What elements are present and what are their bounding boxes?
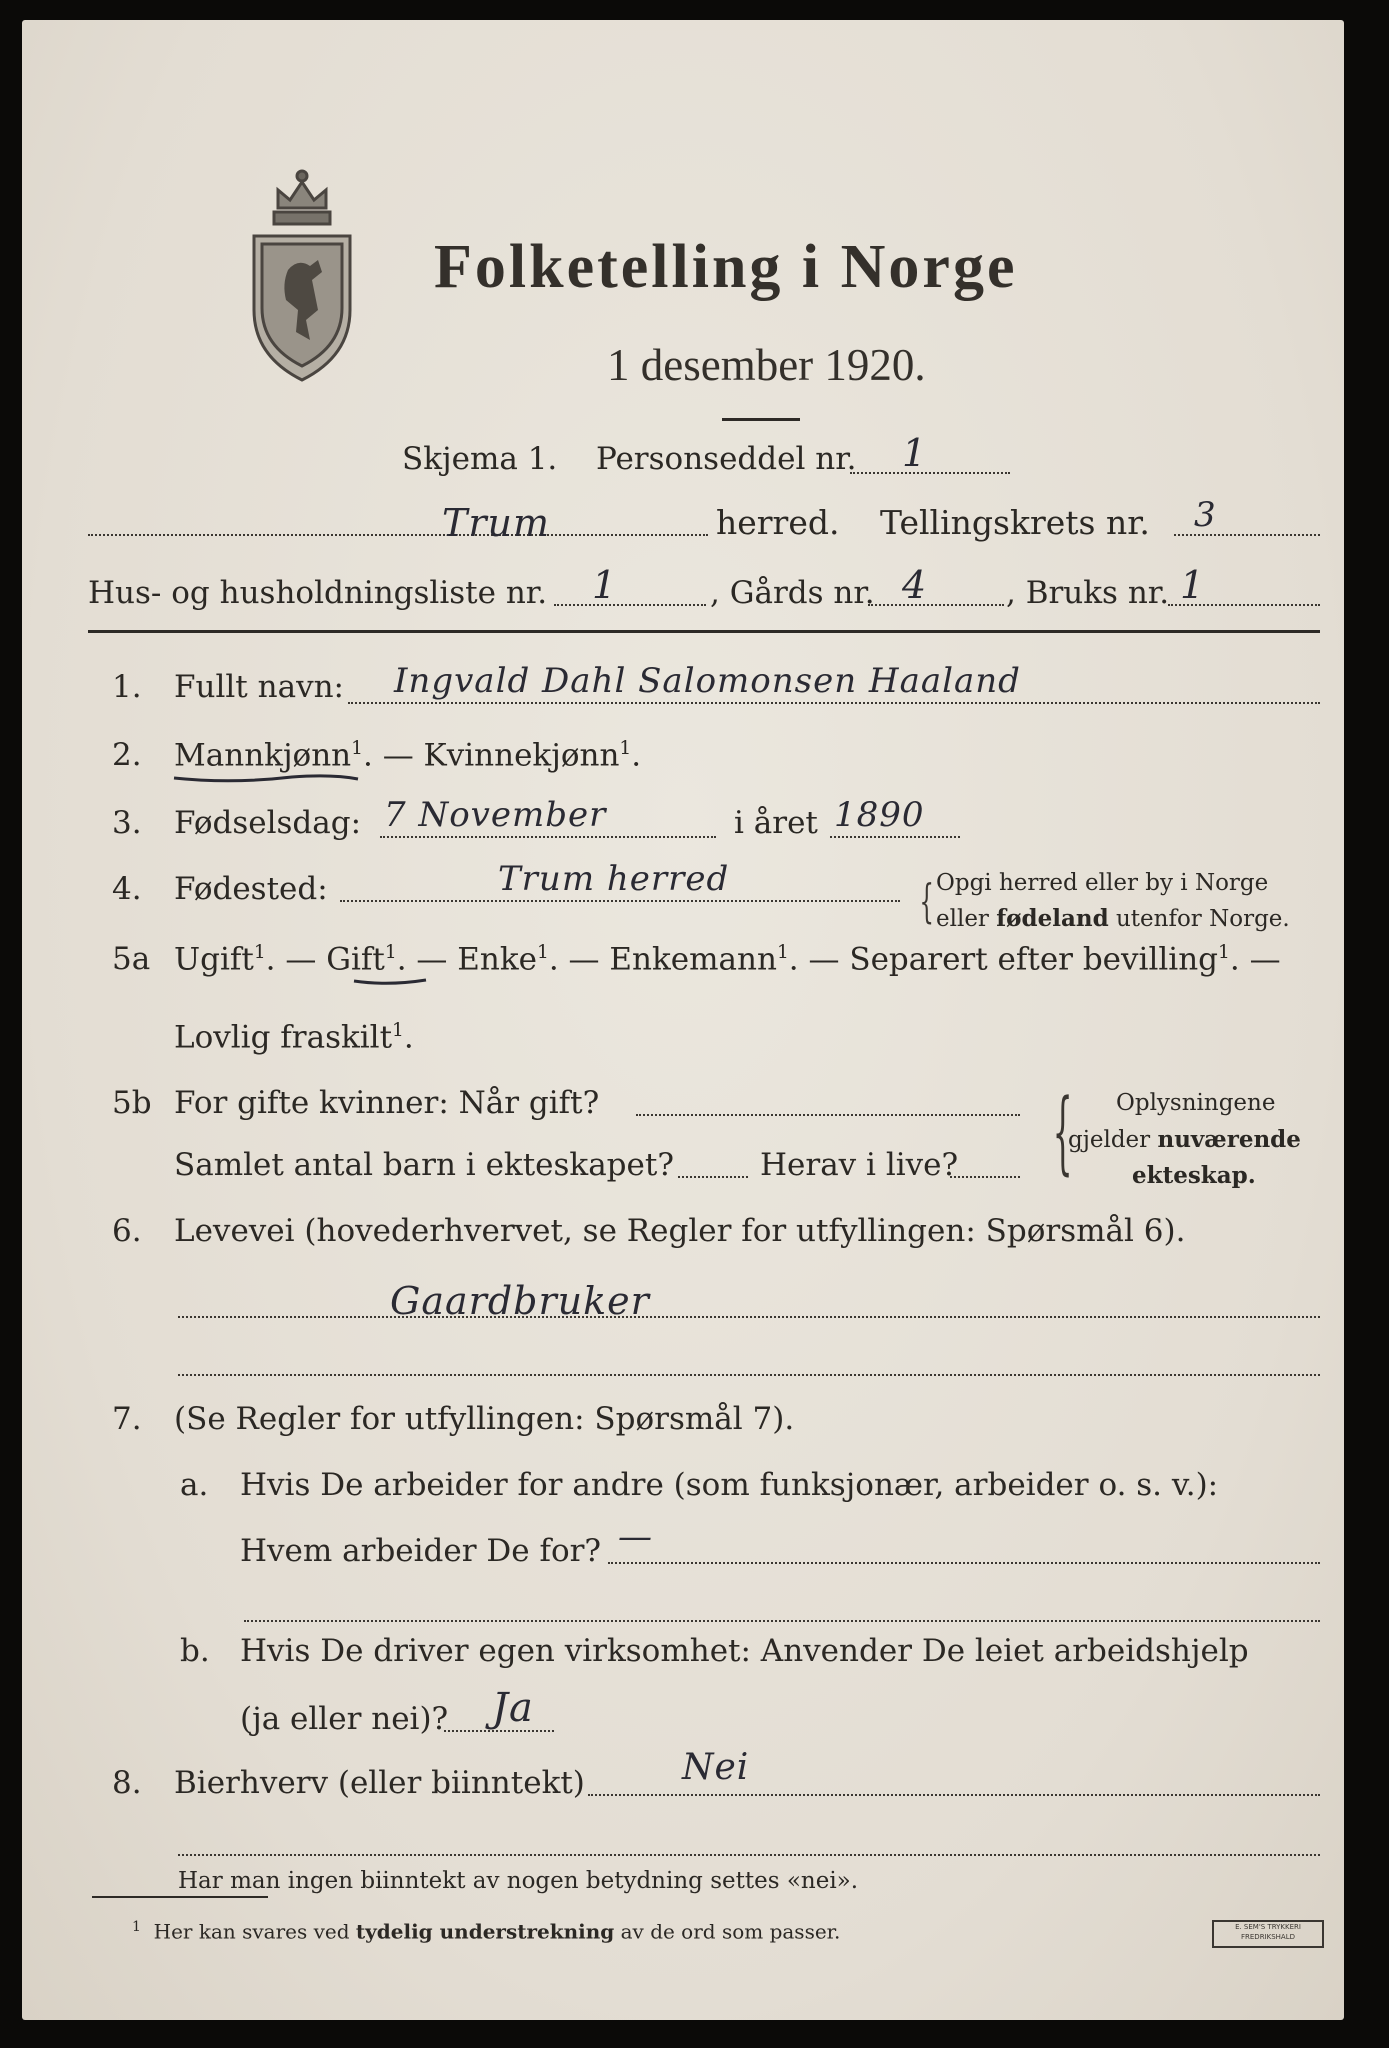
footnote-rule	[92, 1896, 268, 1898]
birth-year-value: 1890	[834, 795, 925, 835]
option-gift[interactable]: Gift	[326, 941, 385, 978]
marriage-date-field[interactable]	[636, 1114, 1020, 1116]
q7b-line2: (ja eller nei)?	[240, 1701, 449, 1737]
q8-label: Bierhverv (eller biinntekt)	[174, 1765, 585, 1801]
gift-underline-mark	[352, 976, 432, 988]
hus-field[interactable]	[554, 604, 706, 606]
children-count-field[interactable]	[678, 1176, 748, 1178]
option-enkemann[interactable]: . — Enkemann	[548, 941, 777, 978]
employer-value: —	[618, 1517, 653, 1557]
option-lovlig-fraskilt[interactable]: Lovlig fraskilt$^1$.	[174, 1019, 414, 1056]
option-separert[interactable]: . — Separert efter bevilling	[788, 941, 1219, 978]
full-name-value: Ingvald Dahl Salomonsen Haaland	[394, 661, 1021, 701]
q4-label: Fødested:	[174, 871, 328, 907]
male-option[interactable]: Mannkjønn	[174, 737, 352, 774]
q7-number: 7.	[112, 1401, 142, 1437]
q3-number: 3.	[112, 805, 142, 841]
birthplace-value: Trum herred	[498, 859, 730, 899]
q4-brace: {	[919, 874, 934, 928]
q5b-note-line2: gjelder nuværende	[1068, 1126, 1301, 1153]
occupation-field-line2[interactable]	[178, 1374, 1320, 1376]
q7b-line1: Hvis De driver egen virksomhet: Anvender De leiet arbeidshjelp	[240, 1633, 1249, 1669]
q7b-letter: b.	[180, 1633, 210, 1669]
hus-label: Hus- og husholdningsliste nr.	[88, 575, 548, 611]
birthplace-field[interactable]	[340, 900, 900, 902]
footer-note: Har man ingen biinntekt av nogen betydning settes «nei».	[178, 1868, 859, 1894]
herred-field[interactable]	[88, 534, 708, 536]
birthdate-field[interactable]	[380, 836, 716, 838]
q6-label: Levevei (hovederhvervet, se Regler for utfyllingen: Spørsmål 6).	[174, 1213, 1186, 1249]
q3-label: Fødselsdag:	[174, 805, 362, 841]
male-underline-mark	[172, 772, 362, 786]
personseddel-field[interactable]	[850, 472, 1010, 474]
q5b-number: 5b	[112, 1085, 152, 1121]
q4-note-line1: Opgi herred eller by i Norge	[936, 870, 1269, 896]
norway-lion-coat-of-arms-icon	[248, 160, 356, 384]
option-ugift[interactable]: Ugift	[174, 941, 254, 978]
hus-value: 1	[592, 563, 618, 607]
q5b-note-line1: Oplysningene	[1116, 1090, 1276, 1116]
census-form-sheet	[22, 20, 1344, 2020]
q4-number: 4.	[112, 871, 142, 907]
occupation-value: Gaardbruker	[390, 1279, 650, 1323]
gards-value: 4	[902, 563, 928, 607]
q7a-line2: Hvem arbeider De for?	[240, 1533, 602, 1569]
q2-sex-options: Mannkjønn$^1$. — Kvinnekjønn$^1$.	[174, 737, 642, 774]
full-name-field[interactable]	[348, 702, 1320, 704]
q2-number: 2.	[112, 737, 142, 773]
year-label: i året	[734, 805, 818, 841]
birthdate-value: 7 November	[384, 795, 607, 835]
header-divider	[88, 630, 1320, 633]
tellingskrets-value: 3	[1194, 495, 1217, 535]
q6-number: 6.	[112, 1213, 142, 1249]
personseddel-value: 1	[902, 431, 928, 475]
q5b-alive-label: Herav i live?	[760, 1147, 959, 1183]
bruks-label: , Bruks nr.	[1006, 575, 1170, 611]
herred-value: Trum	[442, 501, 551, 545]
printer-stamp: E. SEM'S TRYKKERI FREDRIKSHALD	[1212, 1920, 1324, 1948]
side-income-value: Nei	[682, 1747, 750, 1788]
census-date: 1 desember 1920.	[607, 340, 926, 390]
title-divider	[722, 418, 800, 421]
q5b-note-line3: ekteskap.	[1132, 1162, 1256, 1189]
q5a-number: 5a	[112, 941, 151, 977]
side-income-field-line2[interactable]	[178, 1854, 1320, 1856]
children-alive-field[interactable]	[950, 1176, 1020, 1178]
q5b-line1: For gifte kvinner: Når gift?	[174, 1085, 600, 1121]
q5b-brace: {	[1052, 1080, 1073, 1185]
q1-label: Fullt navn:	[174, 669, 344, 705]
female-option[interactable]: . — Kvinnekjønn	[363, 737, 620, 774]
employer-field[interactable]	[608, 1562, 1320, 1564]
birth-year-field[interactable]	[830, 836, 960, 838]
q7-label: (Se Regler for utfyllingen: Spørsmål 7).	[174, 1401, 795, 1437]
side-income-field[interactable]	[588, 1794, 1320, 1796]
form-title: Folketelling i Norge	[434, 233, 1018, 301]
occupation-field[interactable]	[178, 1316, 1320, 1318]
q8-number: 8.	[112, 1765, 142, 1801]
option-enke[interactable]: . — Enke	[396, 941, 537, 978]
herred-label: herred.	[716, 503, 840, 542]
personseddel-label: Personseddel nr.	[596, 441, 857, 477]
tellingskrets-label: Tellingskrets nr.	[880, 503, 1150, 542]
marital-status-options: Ugift$^1$. — Gift$^1$. — Enke$^1$. — Enkemann$^1$. — Separert efter bevilling$^1$. —	[174, 941, 1281, 978]
q7a-letter: a.	[180, 1467, 209, 1503]
q1-number: 1.	[112, 669, 142, 705]
schema-label: Skjema 1.	[402, 441, 558, 477]
gards-field[interactable]	[868, 604, 1004, 606]
gards-label: , Gårds nr.	[710, 575, 875, 611]
q5b-children-label: Samlet antal barn i ekteskapet?	[174, 1147, 674, 1183]
hired-help-value: Ja	[492, 1685, 534, 1731]
bruks-value: 1	[1180, 563, 1206, 607]
q4-note-line2: eller fødeland utenfor Norge.	[936, 905, 1290, 932]
employer-field-line2[interactable]	[244, 1620, 1320, 1622]
footnote: $^1$ Her kan svares ved tydelig understrekning av de ord som passer.	[132, 1919, 841, 1944]
q7a-line1: Hvis De arbeider for andre (som funksjonær, arbeider o. s. v.):	[240, 1467, 1219, 1503]
